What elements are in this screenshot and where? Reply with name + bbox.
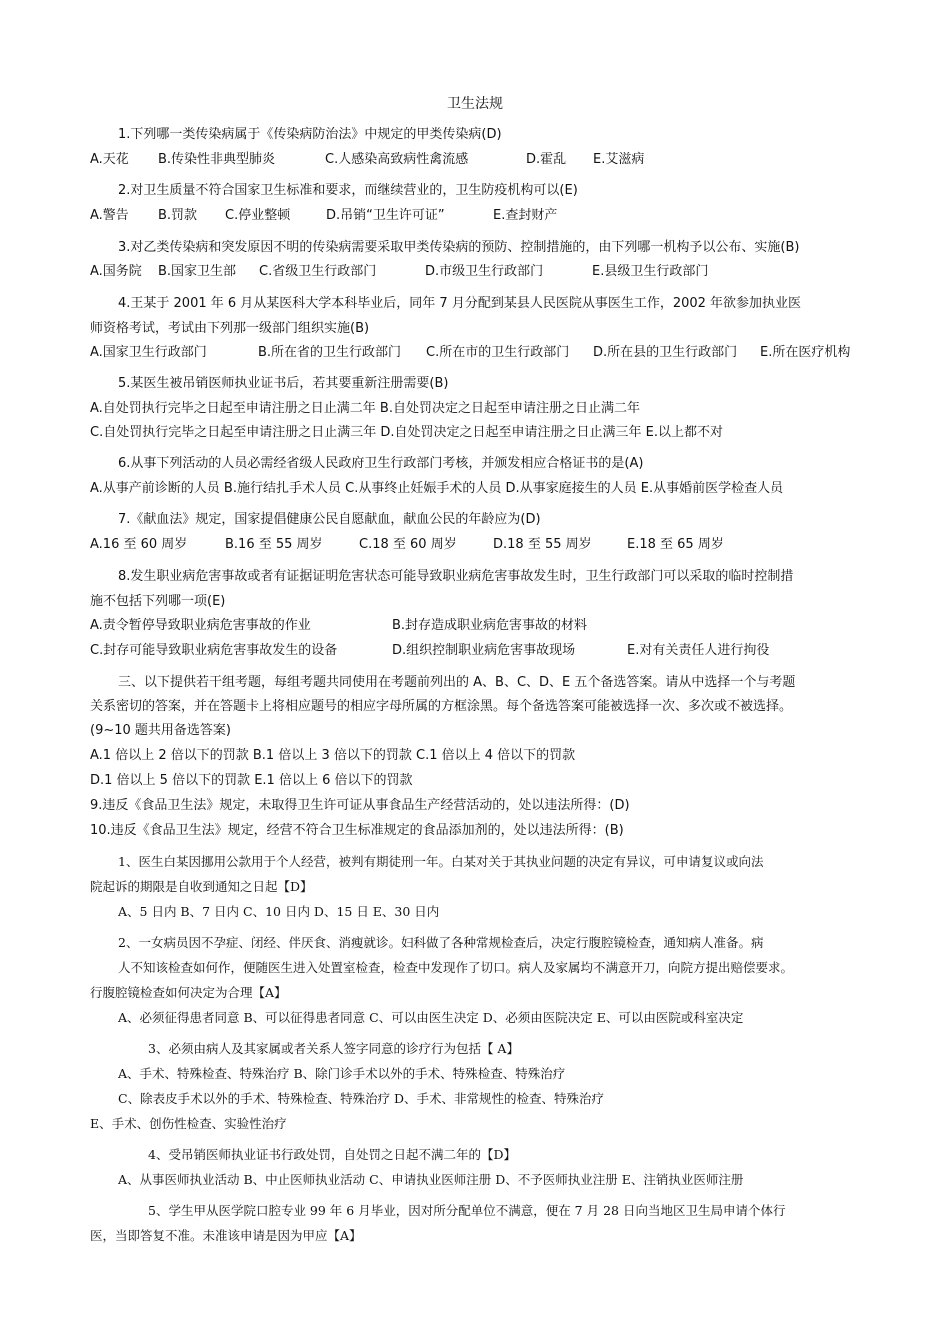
item-2-options: A、必须征得患者同意 B、可以征得患者同意 C、可以由医生决定 D、必须由医院决定 E、可以由医院或科室决定	[118, 1010, 744, 1025]
section-3-instructions: 三、以下提供若干组考题，每组考题共同使用在考题前列出的 A、B、C、D、E 五个备选答案。请从中选择一个与考题	[118, 675, 796, 690]
q8-option-a: A.责令暂停导致职业病危害事故的作业	[90, 618, 311, 633]
q8-option-e: E.对有关责任人进行拘役	[627, 643, 770, 658]
question-5-stem: 5.某医生被吊销医师执业证书后，若其要重新注册需要(B)	[118, 376, 449, 391]
question-8-stem: 8.发生职业病危害事故或者有证据证明危害状态可能导致职业病危害事故发生时，卫生行政部门可以采取的临时控制措	[118, 569, 794, 584]
item-5-stem-cont: 医，当即答复不准。未准该申请是因为甲应【A】	[90, 1228, 362, 1243]
q1-option-b: B.传染性非典型肺炎	[158, 152, 276, 167]
question-5-options-1: A.自处罚执行完毕之日起至申请注册之日止满二年 B.自处罚决定之日起至申请注册之日止满二年	[90, 401, 640, 416]
q7-option-c: C.18 至 60 周岁	[359, 537, 457, 552]
q3-option-d: D.市级卫生行政部门	[425, 264, 544, 279]
question-8-stem-cont: 施不包括下列哪一项(E)	[90, 594, 226, 609]
item-1-stem: 1、医生白某因挪用公款用于个人经营，被判有期徒刑一年。白某对关于其执业问题的决定有异议，可申请复议或向法	[118, 854, 764, 869]
q4-option-a: A.国家卫生行政部门	[90, 345, 207, 360]
q4-option-c: C.所在市的卫生行政部门	[426, 345, 570, 360]
item-3-options-1: A、手术、特殊检查、特殊治疗 B、除门诊手术以外的手术、特殊检查、特殊治疗	[118, 1066, 566, 1081]
item-3-options-2: C、除表皮手术以外的手术、特殊检查、特殊治疗 D、手术、非常规性的检查、特殊治疗	[118, 1091, 605, 1106]
item-1-options: A、5 日内 B、7 日内 C、10 日内 D、15 日 E、30 日内	[118, 904, 440, 919]
q1-option-d: D.霍乱	[526, 152, 567, 167]
question-5-options-2: C.自处罚执行完毕之日起至申请注册之日止满三年 D.自处罚决定之日起至申请注册之日止满三年 E.以上都不对	[90, 425, 723, 440]
q2-option-b: B.罚款	[158, 208, 198, 223]
q7-option-a: A.16 至 60 周岁	[90, 537, 188, 552]
q4-option-e: E.所在医疗机构	[760, 345, 851, 360]
q2-option-e: E.查封财产	[493, 208, 558, 223]
question-2-stem: 2.对卫生质量不符合国家卫生标准和要求，而继续营业的，卫生防疫机构可以(E)	[118, 183, 578, 198]
q2-option-d: D.吊销“卫生许可证”	[326, 208, 445, 223]
question-3-stem: 3.对乙类传染病和突发原因不明的传染病需要采取甲类传染病的预防、控制措施的，由下列哪一机构予以公布、实施(B)	[118, 240, 800, 255]
section-3-options-1: A.1 倍以上 2 倍以下的罚款 B.1 倍以上 3 倍以下的罚款 C.1 倍以上 4 倍以下的罚款	[90, 748, 576, 763]
question-4-stem-cont: 师资格考试，考试由下列那一级部门组织实施(B)	[90, 321, 370, 336]
item-2-stem-cont-2: 行腹腔镜检查如何决定为合理【A】	[90, 985, 287, 1000]
item-2-stem: 2、一女病员因不孕症、闭经、伴厌食、消瘦就诊。妇科做了各种常规检查后，决定行腹腔镜检查，通知病人准备。病	[118, 935, 764, 950]
q4-option-d: D.所在县的卫生行政部门	[593, 345, 738, 360]
question-10: 10.违反《食品卫生法》规定，经营不符合卫生标准规定的食品添加剂的，处以违法所得：(B)	[90, 823, 624, 838]
question-9: 9.违反《食品卫生法》规定，未取得卫生许可证从事食品生产经营活动的，处以违法所得：(D)	[90, 798, 630, 813]
item-3-options-3: E、手术、创伤性检查、实验性治疗	[90, 1116, 287, 1131]
q7-option-e: E.18 至 65 周岁	[627, 537, 724, 552]
q3-option-e: E.县级卫生行政部门	[592, 264, 709, 279]
q3-option-a: A.国务院	[90, 264, 142, 279]
question-1-stem: 1.下列哪一类传染病属于《传染病防治法》中规定的甲类传染病(D)	[118, 127, 502, 142]
q2-option-a: A.警告	[90, 208, 129, 223]
q1-option-c: C.人感染高致病性禽流感	[325, 152, 469, 167]
item-2-stem-cont: 人不知该检查如何作，便随医生进入处置室检查，检查中发现作了切口。病人及家属均不满意开刀，向院方提出赔偿要求。	[118, 960, 794, 975]
q1-option-e: E.艾滋病	[593, 152, 645, 167]
q7-option-b: B.16 至 55 周岁	[225, 537, 323, 552]
section-3-instructions-cont: 关系密切的答案，并在答题卡上将相应题号的相应字母所属的方框涂黑。每个备选答案可能被选择一次、多次或不被选择。	[90, 699, 793, 714]
q8-option-d: D.组织控制职业病危害事故现场	[392, 643, 576, 658]
q8-option-c: C.封存可能导致职业病危害事故发生的设备	[90, 643, 338, 658]
section-3-options-2: D.1 倍以上 5 倍以下的罚款 E.1 倍以上 6 倍以下的罚款	[90, 773, 413, 788]
item-3-stem: 3、必须由病人及其家属或者关系人签字同意的诊疗行为包括【 A】	[148, 1041, 519, 1056]
question-7-stem: 7.《献血法》规定，国家提倡健康公民自愿献血，献血公民的年龄应为(D)	[118, 512, 541, 527]
q3-option-c: C.省级卫生行政部门	[259, 264, 377, 279]
item-5-stem: 5、学生甲从医学院口腔专业 99 年 6 月毕业，因对所分配单位不满意，便在 7 月 28 日向当地区卫生局申请个体行	[148, 1203, 786, 1218]
q4-option-b: B.所在省的卫生行政部门	[258, 345, 402, 360]
q1-option-a: A.天花	[90, 152, 129, 167]
question-6-options: A.从事产前诊断的人员 B.施行结扎手术人员 C.从事终止妊娠手术的人员 D.从事家庭接生的人员 E.从事婚前医学检查人员	[90, 481, 784, 496]
item-4-options: A、从事医师执业活动 B、中止医师执业活动 C、申请执业医师注册 D、不予医师执业注册 E、注销执业医师注册	[118, 1172, 744, 1187]
page-title: 卫生法规	[447, 96, 503, 112]
question-6-stem: 6.从事下列活动的人员必需经省级人民政府卫生行政部门考核，并颁发相应合格证书的是(A)	[118, 456, 644, 471]
item-4-stem: 4、受吊销医师执业证书行政处罚，自处罚之日起不满二年的【D】	[148, 1147, 516, 1162]
q8-option-b: B.封存造成职业病危害事故的材料	[392, 618, 588, 633]
q2-option-c: C.停业整顿	[225, 208, 291, 223]
item-1-stem-cont: 院起诉的期限是自收到通知之日起【D】	[90, 879, 313, 894]
section-3-shared-note: (9~10 题共用备选答案)	[90, 723, 231, 738]
q7-option-d: D.18 至 55 周岁	[493, 537, 592, 552]
q3-option-b: B.国家卫生部	[158, 264, 237, 279]
question-4-stem: 4.王某于 2001 年 6 月从某医科大学本科毕业后，同年 7 月分配到某县人民医院从事医生工作，2002 年欲参加执业医	[118, 296, 802, 311]
